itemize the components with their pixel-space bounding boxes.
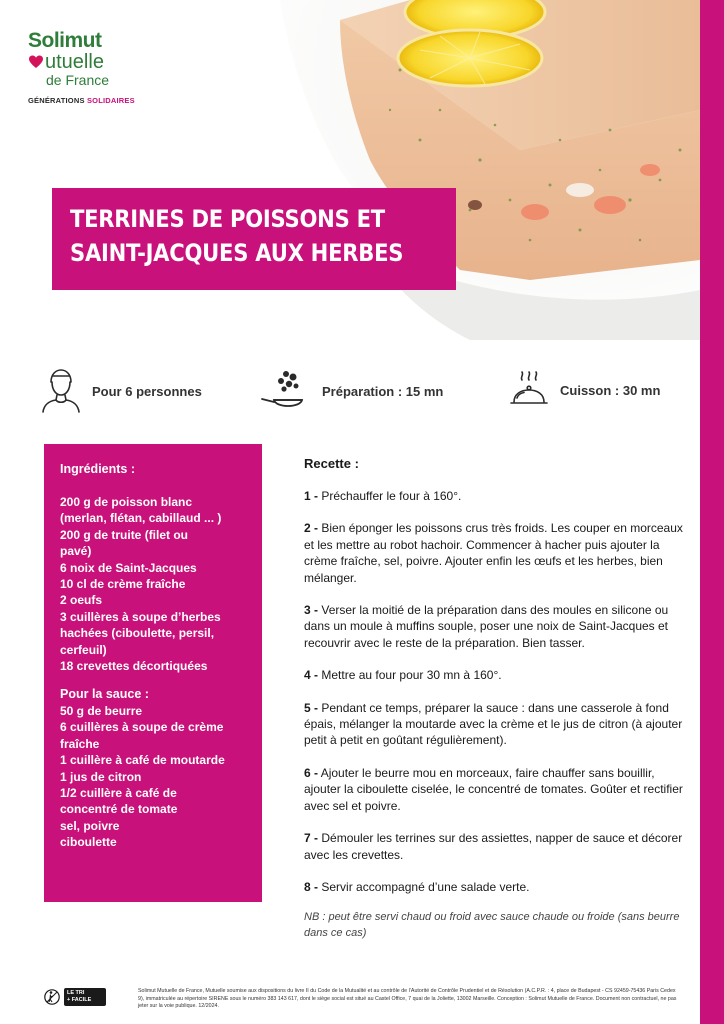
recipe-heading: Recette : — [304, 456, 359, 471]
ingredient-item: (merlan, flétan, cabillaud ... ) — [60, 511, 222, 526]
sauce-item: ciboulette — [60, 835, 117, 850]
sauce-item: 1 cuillère à café de moutarde — [60, 753, 225, 768]
step-text: Démouler les terrines sur des assiettes, napper de sauce et décorer avec les crevettes. — [304, 831, 683, 862]
sauce-list — [60, 703, 252, 851]
ingredients-list — [60, 494, 252, 674]
info-row — [0, 368, 700, 428]
ingredient-item: 200 g de truite (filet ou — [60, 527, 189, 542]
recipe-step — [304, 765, 684, 814]
cook-info — [508, 370, 660, 410]
prep-text: Préparation : 15 mn — [322, 383, 444, 399]
servings-info — [40, 368, 202, 414]
step-number: 1 - — [304, 489, 319, 503]
sauce-item: 50 g de beurre — [60, 703, 143, 718]
tagline-accent: SOLIDAIRES — [86, 96, 135, 105]
servings-text: Pour 6 personnes — [92, 383, 202, 399]
heart-icon — [28, 54, 44, 70]
recipe-step — [304, 879, 684, 895]
pan-icon — [260, 370, 312, 412]
solimut-logo — [28, 30, 168, 105]
badge-line2: + FACILE — [67, 997, 92, 1003]
cook-text: Cuisson : 30 mn — [560, 382, 661, 398]
step-text: Servir accompagné d’une salade verte. — [321, 879, 530, 894]
ingredient-item: 18 crevettes décortiquées — [60, 659, 208, 674]
ingredients-panel — [44, 444, 262, 902]
step-text: Pendant ce temps, préparer la sauce : dans une casserole à fond épais, mélanger la moutarde avec la crème et le jus de citron (à ajouter petit à petit en goûtant régulièrement). — [304, 700, 683, 748]
recipe-step — [304, 520, 684, 586]
edge-stripe — [700, 0, 724, 1024]
ingredient-item: 10 cl de crème fraîche — [60, 577, 186, 592]
sauce-item: concentré de tomate — [60, 802, 178, 817]
ingredient-item: 3 cuillères à soupe d’herbes — [60, 609, 221, 624]
step-text: Verser la moitié de la préparation dans des moules en silicone ou dans un moule à muffins souple, poser une noix de Saint-Jacques et recouvrir avec le reste de la préparation. Bien tasser. — [304, 603, 669, 650]
ingredient-item: hachées (ciboulette, persil, — [60, 626, 215, 641]
tagline-main: GÉNÉRATIONS — [28, 96, 85, 105]
logo-mutuelle: utuelle — [45, 51, 104, 73]
step-number: 2 - — [304, 521, 319, 536]
step-number: 7 - — [304, 831, 319, 846]
step-text: Préchauffer le four à 160°. — [321, 489, 462, 503]
sauce-item: 1 jus de citron — [60, 769, 142, 784]
recipe-note: NB : peut être servi chaud ou froid avec sauce chaude ou froide (sans beurre dans ce cas) — [304, 911, 680, 940]
step-text: Bien éponger les poissons crus très froids. Les couper en morceaux et les mettre au robot hachoir. Commencer à hacher puis ajouter la crème fraîche, sel, poivre. Ajouter enfin les œufs et les herbes, bien mélanger. — [304, 521, 683, 585]
logo-tagline — [28, 96, 168, 105]
recipe-step — [304, 602, 684, 651]
no-littering-icon — [44, 988, 60, 1006]
logo-line-mutuelle — [28, 52, 168, 72]
footer — [44, 988, 680, 1014]
footer-icons — [44, 988, 138, 1006]
ingredient-item: cerfeuil) — [60, 642, 107, 657]
logo-name: Solimut — [28, 29, 102, 52]
prep-info — [260, 370, 443, 412]
step-text: Mettre au four pour 30 mn à 160°. — [321, 668, 502, 683]
ingredient-item: 6 noix de Saint-Jacques — [60, 560, 197, 575]
sauce-heading: Pour la sauce : — [60, 687, 149, 702]
logo-de-france: de France — [46, 72, 110, 88]
recipe-step — [304, 667, 684, 683]
triman-badge — [64, 988, 106, 1006]
sauce-item: sel, poivre — [60, 818, 120, 833]
step-number: 5 - — [304, 700, 319, 715]
step-number: 6 - — [304, 765, 319, 780]
step-text: Ajouter le beurre mou en morceaux, faire chauffer sans bouillir, ajouter la ciboulette ciselée, le concentré de tomates. Goûter et rectifier avec sel et poivre. — [304, 765, 683, 813]
sauce-item: 6 cuillères à soupe de crème — [60, 720, 224, 735]
sauce-item: fraîche — [60, 736, 100, 751]
step-number: 4 - — [304, 668, 319, 683]
ingredient-item: pavé) — [60, 544, 92, 559]
recipe-step — [304, 488, 684, 504]
person-icon — [40, 368, 82, 414]
badge-line1: LE TRI — [67, 990, 85, 996]
ingredients-heading: Ingrédients : — [60, 462, 136, 476]
sauce-item: 1/2 cuillère à café de — [60, 785, 177, 800]
page-title: TERRINES DE POISSONS ET SAINT-JACQUES AUX HERBES — [70, 205, 404, 267]
title-banner — [52, 188, 456, 290]
recipe-section — [304, 456, 684, 941]
step-number: 8 - — [304, 879, 319, 894]
recipe-step — [304, 830, 684, 863]
ingredient-item: 2 oeufs — [60, 593, 103, 608]
ingredient-item: 200 g de poisson blanc — [60, 495, 193, 509]
legal-text: Solimut Mutuelle de France, Mutuelle soumise aux dispositions du livre II du Code de la Mutualité et au contrôle de l’Autorité de Contrôle Prudentiel et de Résolution (A.C.P.R. : 4, place de Budapest - CS 92459-75436 Paris Cedex 9), immatriculée au répertoire SIRENE sous le numéro 383 143 617, dont le siège social est situé au Castel Office, 7 quai de la Joliette, 13002 Marseille. Conception : Solimut Mutuelle de France. Document non contractuel, ne pas jeter sur la voie publique. 12/2024. — [138, 988, 677, 1010]
recipe-step — [304, 700, 684, 749]
cloche-icon — [508, 370, 550, 410]
step-number: 3 - — [304, 603, 319, 618]
